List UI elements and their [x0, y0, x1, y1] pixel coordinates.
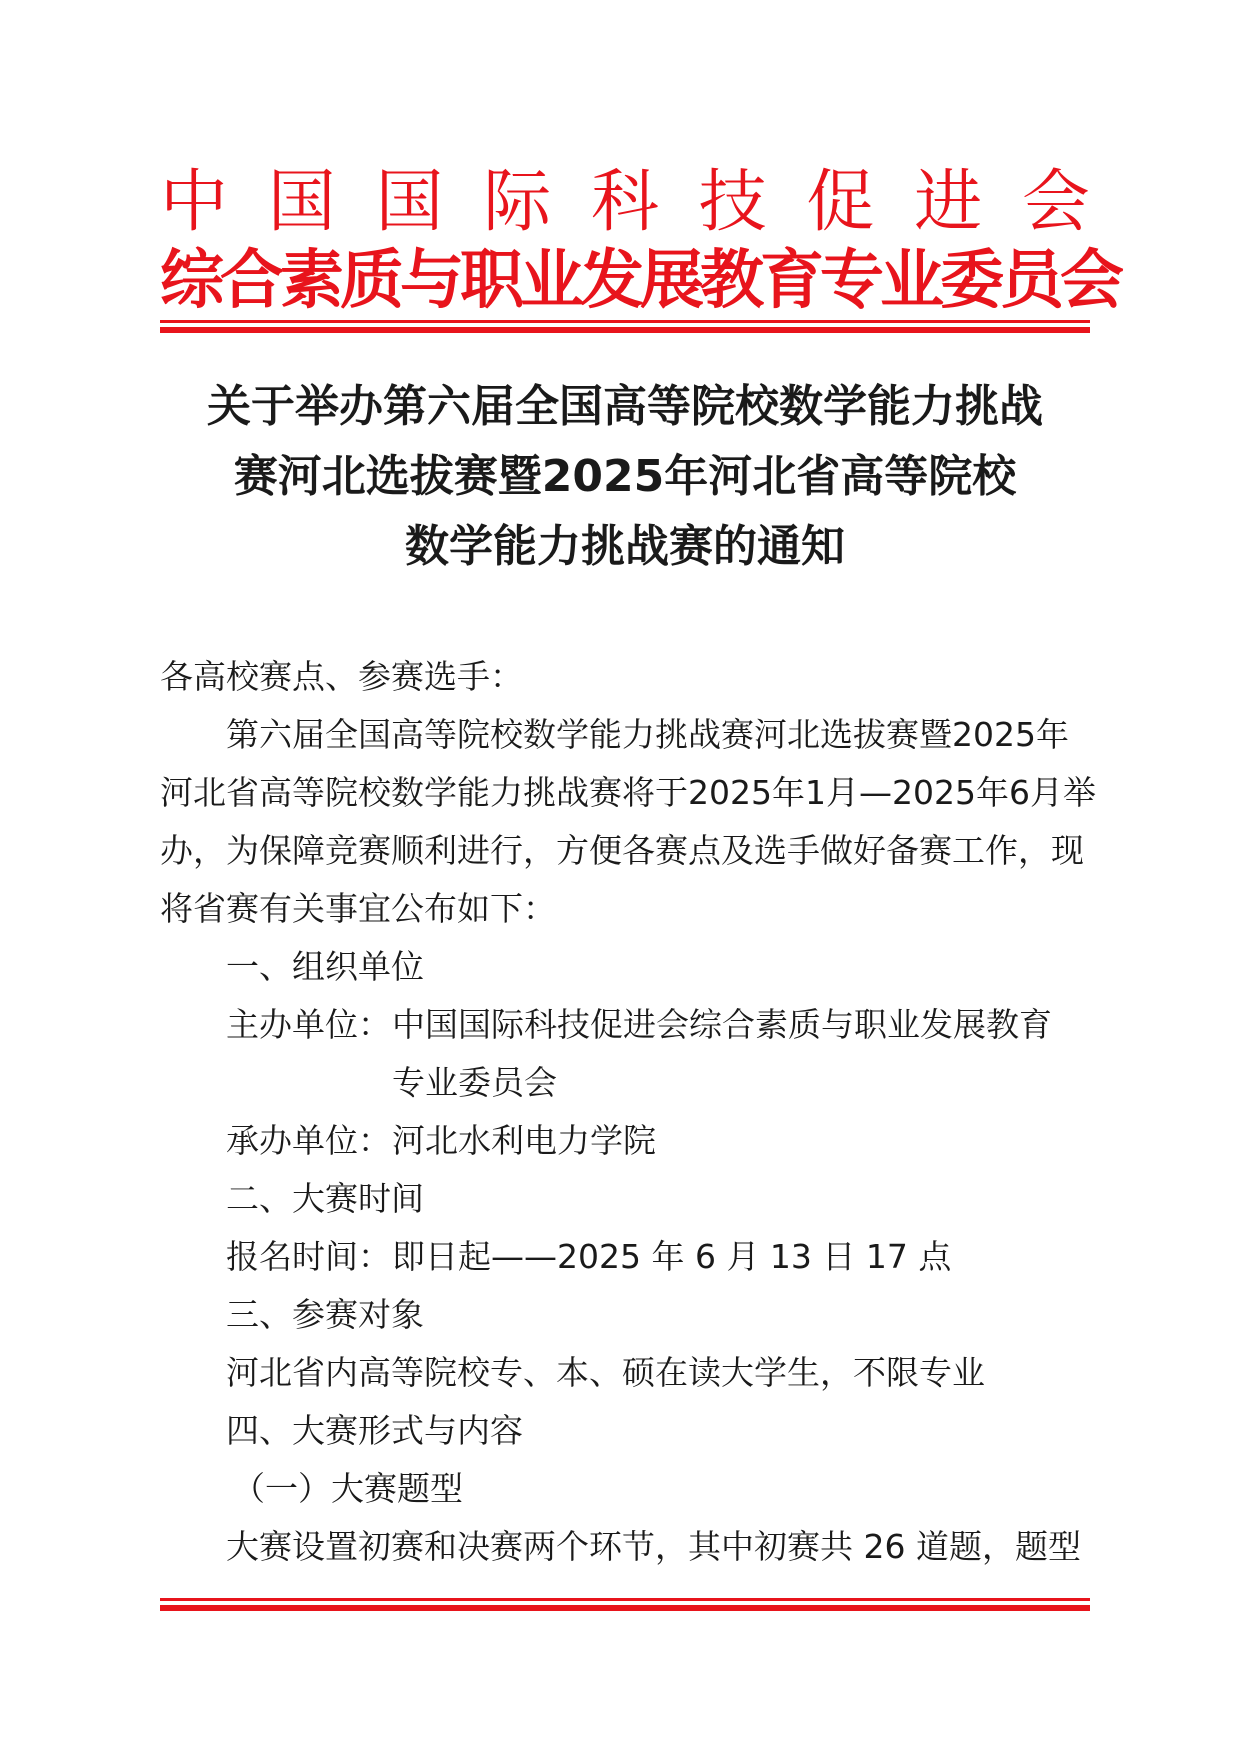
organizer-row: [160, 1112, 1090, 1170]
intro-line: 办，为保障竞赛顺利进行，方便各赛点及选手做好备赛工作，现: [160, 831, 1084, 870]
intro-line: 将省赛有关事宜公布如下：: [160, 889, 556, 928]
organizer-label: 承办单位：: [226, 1121, 391, 1160]
participants-text: 河北省内高等院校专、本、硕在读大学生，不限专业: [226, 1353, 985, 1392]
section-heading-format: 四、大赛形式与内容: [226, 1411, 523, 1450]
bottom-rule-thin: [160, 1598, 1090, 1601]
notice-title-line: 赛河北选拔赛暨2025年河北省高等院校: [233, 451, 1017, 502]
intro-line: 第六届全国高等院校数学能力挑战赛河北选拔赛暨2025年: [226, 715, 1069, 754]
notice-title-line: 数学能力挑战赛的通知: [405, 521, 845, 572]
section-heading-time: 二、大赛时间: [226, 1179, 424, 1218]
letterhead-char: 会: [1021, 163, 1090, 242]
top-rule-thick: [160, 327, 1090, 333]
letterhead-org-name: [160, 160, 1090, 246]
intro-line: 河北省高等院校数学能力挑战赛将于2025年1月—2025年6月举: [160, 773, 1096, 812]
notice-title-line: 关于举办第六届全国高等院校数学能力挑战: [207, 381, 1043, 432]
notice-body: [160, 648, 1096, 1576]
organizer-value: 河北水利电力学院: [392, 1121, 656, 1160]
letterhead-char: 国: [267, 163, 336, 242]
section-heading-participants: 三、参赛对象: [226, 1295, 424, 1334]
format-text: 大赛设置初赛和决赛两个环节，其中初赛共 26 道题，题型: [226, 1527, 1081, 1566]
letterhead-char: 中: [160, 163, 229, 242]
letterhead-char: 技: [698, 163, 767, 242]
top-rule-thin: [160, 320, 1090, 323]
notice-title: [160, 372, 1090, 582]
host-label: 主办单位：: [226, 1005, 391, 1044]
host-value: 中国国际科技促进会综合素质与职业发展教育: [392, 1005, 1052, 1044]
letterhead-char: 进: [914, 163, 983, 242]
registration-label: 报名时间：: [226, 1237, 391, 1276]
subsection-heading-question-types: （一）大赛题型: [232, 1469, 463, 1508]
registration-value: 即日起——2025 年 6 月 13 日 17 点: [392, 1237, 952, 1276]
letterhead-char: 科: [590, 163, 659, 242]
salutation: 各高校赛点、参赛选手：: [160, 657, 523, 696]
bottom-rule-thick: [160, 1605, 1090, 1611]
letterhead-char: 际: [483, 163, 552, 242]
letterhead-char: 国: [375, 163, 444, 242]
host-row: [160, 996, 1090, 1054]
section-heading-organizers: 一、组织单位: [226, 947, 424, 986]
letterhead-committee-name: 综合素质与职业发展教育专业委员会: [160, 244, 1120, 318]
letterhead-char: 促: [806, 163, 875, 242]
host-value-continued: 专业委员会: [392, 1063, 557, 1102]
registration-row: [160, 1228, 1090, 1286]
